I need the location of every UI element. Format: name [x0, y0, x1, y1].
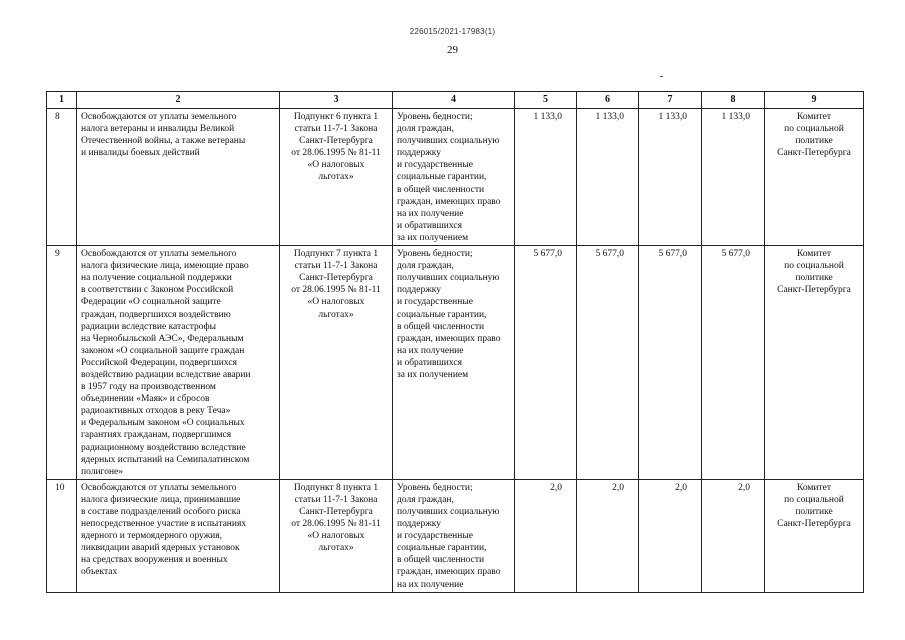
table-row: [47, 246, 864, 480]
table-row: [47, 479, 864, 592]
column-header: 3: [280, 92, 393, 109]
row-number: 10: [47, 479, 77, 592]
benefit-description: Освобождаются от уплаты земельного налога физические лица, имеющие право на получение социальной поддержки в соответствии с Законом Российской Федерации «О социальной защите граждан, подвергшихся воздействию радиации вследствие катастрофы на Чернобыльской АЭС», Федеральным законом «О социальной защите граждан Российской Федерации, подвергшихся воздействию радиации вследствие аварии в 1957 году на производственном объединении «Маяк» и сбросов радиоактивных отходов в реку Теча» и Федеральным законом «О социальных гарантиях гражданам, подвергшимся радиационному воздействию вследствие ядерных испытаний на Семипалатинском полигоне»: [77, 246, 280, 480]
value-col7: 5 677,0: [639, 246, 702, 480]
legal-basis: Подпункт 8 пункта 1 статьи 11-7-1 Закона Санкт-Петербурга от 28.06.1995 № 81-11 «О налоговых льготах»: [280, 479, 393, 592]
row-number: 8: [47, 109, 77, 246]
column-header: 4: [393, 92, 515, 109]
value-col5: 5 677,0: [515, 246, 577, 480]
value-col6: 1 133,0: [577, 109, 639, 246]
value-col8: 5 677,0: [702, 246, 765, 480]
value-col8: 1 133,0: [702, 109, 765, 246]
scan-artifact: [660, 76, 663, 77]
value-col6: 5 677,0: [577, 246, 639, 480]
value-col7: 2,0: [639, 479, 702, 592]
benefits-table: [46, 91, 864, 593]
column-header: 6: [577, 92, 639, 109]
value-col5: 2,0: [515, 479, 577, 592]
indicator: Уровень бедности; доля граждан, получивших социальную поддержку и государственные социальные гарантии, в общей численности граждан, имеющих право на их получение: [393, 479, 515, 592]
benefit-description: Освобождаются от уплаты земельного налога ветераны и инвалиды Великой Отечественной войны, а также ветераны и инвалиды боевых действий: [77, 109, 280, 246]
responsible-committee: Комитет по социальной политике Санкт-Петербурга: [765, 109, 864, 246]
table-row: [47, 109, 864, 246]
indicator: Уровень бедности; доля граждан, получивших социальную поддержку и государственные социальные гарантии, в общей численности граждан, имеющих право на их получение и обратившихся за их получением: [393, 109, 515, 246]
column-header: 1: [47, 92, 77, 109]
legal-basis: Подпункт 6 пункта 1 статьи 11-7-1 Закона Санкт-Петербурга от 28.06.1995 № 81-11 «О налоговых льготах»: [280, 109, 393, 246]
column-header: 5: [515, 92, 577, 109]
value-col5: 1 133,0: [515, 109, 577, 246]
value-col7: 1 133,0: [639, 109, 702, 246]
column-header: 8: [702, 92, 765, 109]
value-col8: 2,0: [702, 479, 765, 592]
column-header: 9: [765, 92, 864, 109]
page-number: 29: [447, 44, 458, 56]
row-number: 9: [47, 246, 77, 480]
column-header: 2: [77, 92, 280, 109]
responsible-committee: Комитет по социальной политике Санкт-Петербурга: [765, 479, 864, 592]
legal-basis: Подпункт 7 пункта 1 статьи 11-7-1 Закона Санкт-Петербурга от 28.06.1995 № 81-11 «О налоговых льготах»: [280, 246, 393, 480]
indicator: Уровень бедности; доля граждан, получивших социальную поддержку и государственные социальные гарантии, в общей численности граждан, имеющих право на их получение и обратившихся за их получением: [393, 246, 515, 480]
table-header-row: [47, 92, 864, 109]
document-id: 226015/2021-17983(1): [409, 27, 496, 36]
value-col6: 2,0: [577, 479, 639, 592]
responsible-committee: Комитет по социальной политике Санкт-Петербурга: [765, 246, 864, 480]
benefit-description: Освобождаются от уплаты земельного налога физические лица, принимавшие в составе подразделений особого риска непосредственное участие в испытаниях ядерного и термоядерного оружия, ликвидации аварий ядерных установок на средствах вооружения и военных объектах: [77, 479, 280, 592]
column-header: 7: [639, 92, 702, 109]
